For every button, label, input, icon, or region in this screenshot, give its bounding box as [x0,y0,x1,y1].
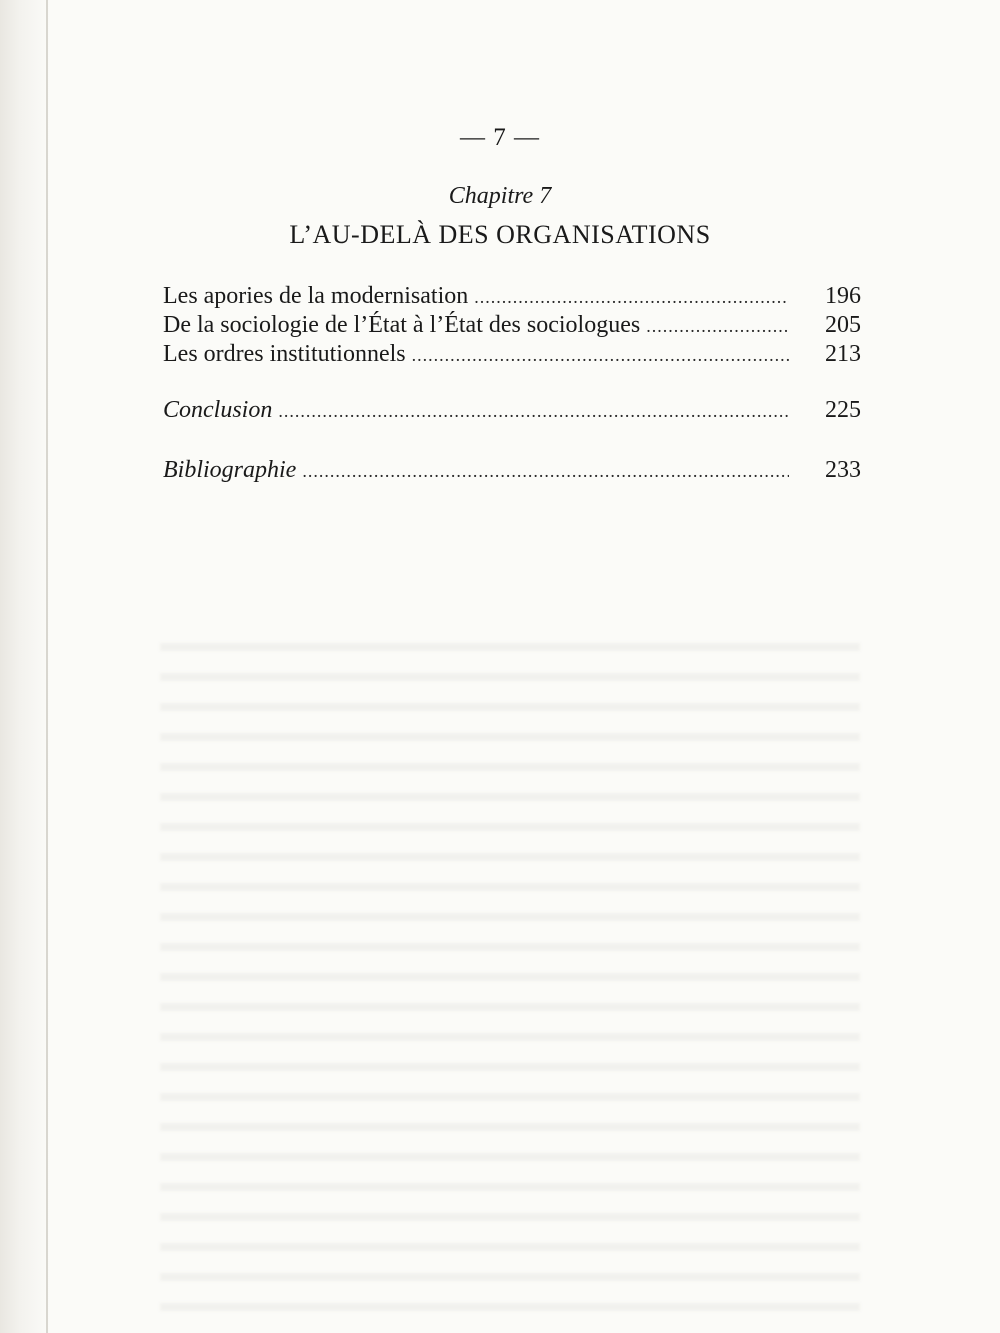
toc-conclusion [163,396,861,425]
toc-entry [163,456,861,485]
dot-leader [646,312,789,341]
toc-entry-label: Les apories de la modernisation [163,283,469,309]
toc-bibliography [163,456,861,485]
page-number: — 7 — [460,124,540,151]
toc-entry-label: Conclusion [163,397,273,423]
toc-entry [163,396,861,425]
dot-leader [412,341,789,370]
show-through-text [160,625,860,1315]
toc-entry [163,340,861,369]
toc-sections [163,282,861,369]
toc-entry-page: 205 [825,312,861,338]
toc-entry-page: 225 [825,397,861,423]
toc-entry-page: 213 [825,341,861,367]
toc-entry [163,311,861,340]
toc-entry-label: De la sociologie de l’État à l’État des sociologues [163,312,641,338]
toc-entry-label: Bibliographie [163,457,297,483]
dot-leader [474,283,789,312]
toc-entry-label: Les ordres institutionnels [163,341,406,367]
toc-entry-page: 196 [825,283,861,309]
chapter-label: Chapitre 7 [448,183,552,209]
dot-leader [302,457,789,486]
chapter-title: L’AU-DELÀ DES ORGANISATIONS [289,220,711,249]
dot-leader [278,397,789,426]
toc-entry [163,282,861,311]
toc-entry-page: 233 [825,457,861,483]
